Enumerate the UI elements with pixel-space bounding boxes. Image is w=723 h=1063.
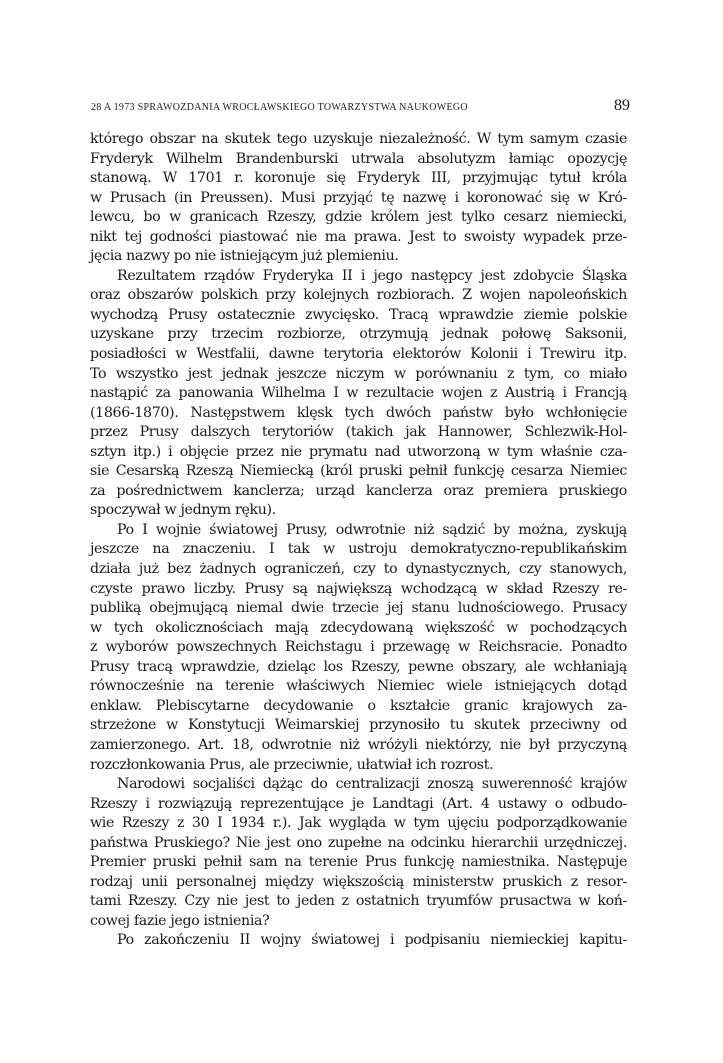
text-line: Prusy tracą wprawdzie, dzieląc los Rzeszy, pewne obszary, ale wchłaniają xyxy=(90,658,627,675)
text-line: czyste prawo liczby. Prusy są największą wchodzącą w skład Rzeszy re- xyxy=(90,580,627,597)
text-line: sztyn itp.) i objęcie przez nie prymatu nad utworzoną w tym właśnie cza- xyxy=(90,443,627,460)
text-line: strzeżone w Konstytucji Weimarskiej przynosiło tu skutek przeciwny od xyxy=(90,717,627,734)
text-line: przez Prusy dalszych terytoriów (takich jak Hannower, Schlezwik-Hol- xyxy=(90,424,627,441)
running-title: 28 A 1973 SPRAWOZDANIA WROCŁAWSKIEGO TOWARZYSTWA NAUKOWEGO xyxy=(91,102,468,113)
paragraph-first-line: Rezultatem rządów Fryderyka II i jego następcy jest zdobycie Śląska xyxy=(117,267,627,284)
text-line: spoczywał w jednym ręku). xyxy=(90,502,276,519)
text-line: (1866-1870). Następstwem klęsk tych dwóch państw było wchłonięcie xyxy=(90,404,627,421)
text-line: w tych okolicznościach mają zdecydowaną większość w pochodzących xyxy=(90,619,627,636)
paragraph-first-line: Narodowi socjaliści dążąc do centralizacji znoszą suwerenność krajów xyxy=(117,776,627,793)
text-line: uzyskane przy trzecim rozbiorze, otrzymują jednak połowę Saksonii, xyxy=(90,326,627,343)
text-line: wie Rzeszy z 30 I 1934 r.). Jak wygląda w tym ujęciu podporządkowanie xyxy=(90,815,627,832)
text-line: w Prusach (in Preussen). Musi przyjąć tę nazwę i koronować się w Kró- xyxy=(90,189,627,206)
text-line: Fryderyk Wilhelm Brandenburski utrwala absolutyzm łamiąc opozycję xyxy=(90,150,627,167)
text-line: posiadłości w Westfalii, dawne terytoria elektorów Kolonii i Trewiru itp. xyxy=(90,346,627,363)
text-line: oraz obszarów polskich przy kolejnych rozbiorach. Z wojen napoleońskich xyxy=(90,287,627,304)
text-line: publiką obejmującą niemal dwie trzecie jej stanu ludnościowego. Prusacy xyxy=(90,600,627,617)
text-line: z wyborów powszechnych Reichstagu i przewagę w Reichsracie. Ponadto xyxy=(90,639,627,656)
paragraph-first-line: Po zakończeniu II wojny światowej i podpisaniu niemieckiej kapitu- xyxy=(117,932,627,949)
text-line: lewcu, bo w granicach Rzeszy, gdzie królem jest tylko cesarz niemiecki, xyxy=(90,209,627,226)
text-line: jęcia nazwy po nie istniejącym już plemieniu. xyxy=(90,248,399,265)
text-line: Premier pruski pełnił sam na terenie Prus funkcję namiestnika. Następuje xyxy=(90,854,627,871)
text-line: To wszystko jest jednak jeszcze niczym w porównaniu z tym, co miało xyxy=(90,365,627,382)
text-line: Rzeszy i rozwiązują reprezentujące je Landtagi (Art. 4 ustawy o odbudo- xyxy=(90,795,627,812)
text-line: rodzaj unii personalnej między większością ministerstw pruskich z resor- xyxy=(90,873,627,890)
text-line: którego obszar na skutek tego uzyskuje niezależność. W tym samym czasie xyxy=(90,131,627,147)
text-line: sie Cesarską Rzeszą Niemiecką (król pruski pełnił funkcję cesarza Niemiec xyxy=(90,463,627,480)
text-line: stanową. W 1701 r. koronuje się Fryderyk III, przyjmując tytuł króla xyxy=(90,170,627,187)
text-line: za pośrednictwem kanclerza; urząd kanclerza oraz premiera pruskiego xyxy=(90,482,627,499)
text-line: zamierzonego. Art. 18, odwrotnie niż wróżyli niektórzy, nie był przyczyną xyxy=(90,736,627,753)
text-line: enklaw. Plebiscytarne decydowanie o kształcie granic krajowych za- xyxy=(90,697,627,714)
page-number: 89 xyxy=(614,97,630,114)
paragraph-first-line: Po I wojnie światowej Prusy, odwrotnie niż sądzić by można, zyskują xyxy=(117,521,627,538)
body-text xyxy=(90,130,627,951)
text-line: jeszcze na znaczeniu. I tak w ustroju demokratyczno-republikańskim xyxy=(90,541,627,558)
text-line: wychodzą Prusy ostatecznie zwycięsko. Tracą wprawdzie ziemie polskie xyxy=(90,306,627,323)
text-line: tami Rzeszy. Czy nie jest to jeden z ostatnich tryumfów prusactwa w koń- xyxy=(90,893,627,910)
text-line: nikt tej godności piastować nie ma prawa. Jest to swoisty wypadek prze- xyxy=(90,228,627,245)
text-line: równocześnie na terenie właściwych Niemiec wiele istniejących dotąd xyxy=(90,678,627,695)
text-line: działa już bez żadnych ograniczeń, czy to dynastycznych, czy stanowych, xyxy=(90,561,627,578)
text-line: państwa Pruskiego? Nie jest ono zupełne na odcinku hierarchii urzędniczej. xyxy=(90,834,627,851)
text-line: nastąpić za panowania Wilhelma I w rezultacie wojen z Austrią i Francją xyxy=(90,385,627,402)
text-line: rozczłonkowania Prus, ale przeciwnie, ułatwiał ich rozrost. xyxy=(90,756,494,773)
running-head xyxy=(91,97,630,115)
text-line: cowej fazie jego istnienia? xyxy=(90,912,270,929)
